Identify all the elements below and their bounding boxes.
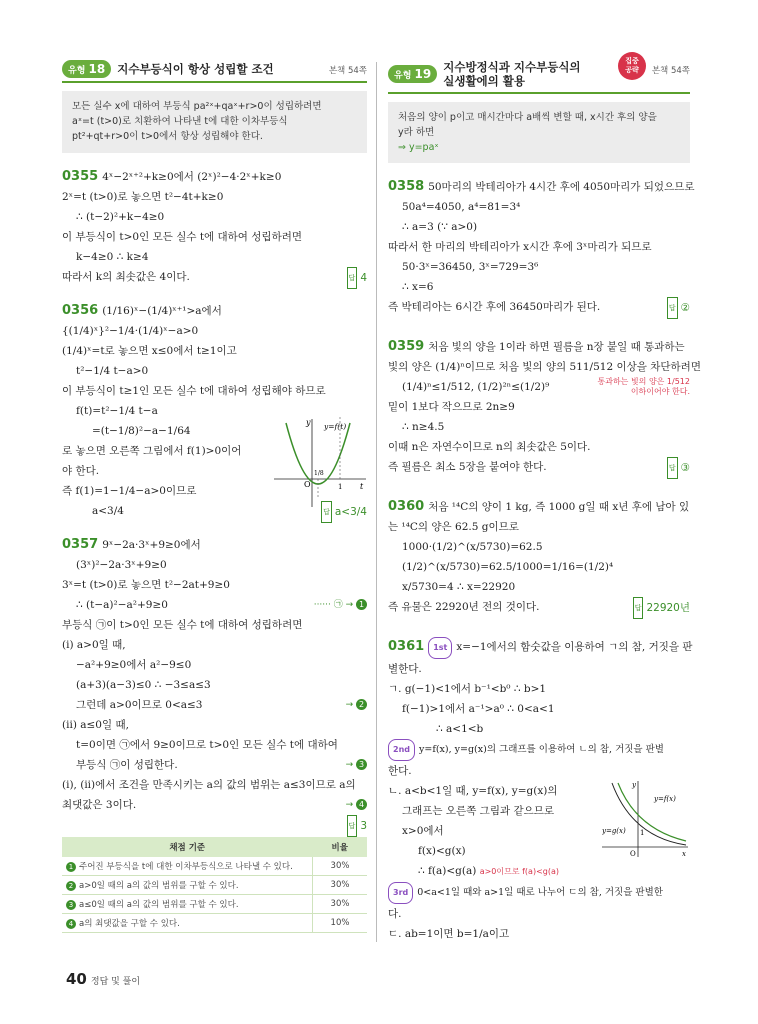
concept-box	[388, 102, 690, 164]
solution-line: 즉 유물은 22920년 전의 것이다.	[388, 601, 540, 614]
solution-line: 2ˣ=t (t>0)로 놓으면 t²−4t+k≥0	[62, 190, 224, 203]
answer-mark	[347, 815, 367, 837]
criteria-ratio: 10%	[313, 913, 368, 932]
axis-label-x: x	[682, 850, 686, 859]
step-marker: → 3	[346, 755, 367, 775]
step-number: 1	[356, 599, 367, 610]
solution-line: 그래프는 오른쪽 그림과 같으므로	[402, 805, 555, 818]
criteria-number: 3	[66, 900, 76, 910]
concept-line: y라 하면	[398, 126, 435, 138]
criteria-ratio: 30%	[313, 857, 368, 876]
solution-line: (i), (ii)에서 조건을 만족시키는 a의 값의 범위는 a≤3이므로 a의	[62, 778, 356, 791]
problem-0360	[388, 497, 690, 617]
side-note: 통과하는 빛의 양은 1/512 이하이어야 한다.	[597, 377, 690, 397]
section-header-19	[388, 57, 690, 94]
solution-line: t=0이면 ㉠에서 9≥0이므로 t>0인 모든 실수 t에 대하여	[76, 738, 338, 751]
section-title: 지수부등식이 항상 성립할 조건	[117, 61, 274, 76]
solution-line: 이 부등식이 t>0인 모든 실수 t에 대하여 성립하려면	[62, 230, 302, 243]
answer-icon: 답	[347, 267, 358, 289]
step-tag: 1st	[428, 637, 452, 659]
answer-value: 3	[360, 819, 367, 832]
answer-icon: 답	[667, 457, 678, 479]
solution-line: 처음 빛의 양을 1이라 하면 필름을 n장 붙일 때 통과하는	[428, 341, 685, 354]
answer-value: 22920년	[646, 602, 690, 615]
solution-line: x/5730=4 ∴ x=22920	[402, 581, 516, 594]
concept-line: aˣ=t (t>0)로 치환하여 나타낸 t에 대한 이차부등식	[72, 116, 288, 128]
problem-0358	[388, 177, 695, 317]
solution-line: {(1/4)ˣ}²−1/4·(1/4)ˣ−a>0	[62, 324, 199, 337]
origin-label: O	[630, 850, 636, 859]
criteria-number: 1	[66, 862, 76, 872]
section-title: 지수방정식과 지수부등식의 실생활에의 활용	[443, 60, 581, 89]
criteria-ratio: 30%	[313, 875, 368, 894]
solution-line: 따라서 한 마리의 박테리아가 x시간 후에 3ˣ마리가 되므로	[388, 241, 652, 254]
solution-line: 1000·(1/2)^(x/5730)=62.5	[402, 541, 543, 554]
solution-line: (1/4)ˣ=t로 놓으면 x≤0에서 t≥1이고	[62, 344, 237, 357]
section-ref: 본책 54쪽	[651, 66, 690, 76]
solution-line: x=−1에서의 함숫값을 이용하여 ㄱ의 참, 거짓을 판	[456, 641, 693, 654]
step-number: 3	[356, 759, 367, 770]
answer-icon: 답	[321, 501, 332, 523]
criteria-number: 2	[66, 881, 76, 891]
solution-line: (3ˣ)²−2a·3ˣ+9≥0	[76, 558, 167, 571]
right-column	[388, 57, 701, 944]
answer-mark	[633, 597, 690, 619]
table-row	[62, 913, 367, 932]
solution-line: 한다.	[388, 765, 412, 778]
answer-mark	[667, 297, 690, 319]
solution-line: ㄴ. a<b<1일 때, y=f(x), y=g(x)의	[388, 785, 558, 798]
origin-label: O	[304, 479, 311, 489]
solution-line: 즉 필름은 최소 5장을 붙여야 한다.	[388, 461, 547, 474]
solution-line: 다.	[388, 908, 402, 921]
problem-number: 0361	[388, 639, 425, 655]
focus-badge: 집중 공략	[618, 52, 646, 80]
criteria-text: a≤0일 때의 a의 값의 범위를 구할 수 있다.	[79, 899, 239, 910]
solution-line: (1/4)ⁿ≤1/512, (1/2)²ⁿ≤(1/2)⁹	[402, 381, 550, 394]
solution-line: 부등식 ㉠이 성립한다.	[76, 758, 178, 771]
solution-line: (a+3)(a−3)≤0 ∴ −3≤a≤3	[76, 678, 211, 691]
solution-line: 부등식 ㉠이 t>0인 모든 실수 t에 대하여 성립하려면	[62, 618, 303, 631]
concept-line: pt²+qt+r>0이 t>0에서 항상 성립해야 한다.	[72, 131, 263, 143]
table-row	[62, 894, 367, 913]
criteria-text: 주어진 부등식을 t에 대한 이차부등식으로 나타낼 수 있다.	[79, 861, 293, 872]
problem-number: 0356	[62, 302, 99, 318]
answer-icon: 답	[347, 815, 358, 837]
solution-line: 빛의 양은 (1/4)ⁿ이므로 처음 빛의 양의 511/512 이상을 차단하려면	[388, 361, 701, 374]
problem-0355	[62, 167, 367, 287]
tick-label: 1	[640, 829, 645, 838]
solution-line: x>0에서	[402, 825, 444, 838]
table-row	[62, 857, 367, 876]
solution-line: 는 ¹⁴C의 양은 62.5 g이므로	[388, 521, 519, 534]
section-ref: 본책 54쪽	[328, 66, 367, 76]
solution-line: 밑이 1보다 작으므로 2n≥9	[388, 401, 515, 414]
problem-number: 0359	[388, 339, 425, 355]
solution-line: ㄷ. ab=1이면 b=1/a이고	[388, 928, 510, 941]
solution-line: a<3/4	[92, 504, 124, 517]
table-row	[62, 875, 367, 894]
step-marker: ······ ㉠ → 1	[314, 595, 367, 615]
parabola-graph	[274, 417, 366, 509]
curve-label-f: y=f(x)	[654, 795, 676, 804]
column-divider	[376, 62, 377, 942]
solution-line: 따라서 k의 최솟값은 4이다.	[62, 270, 190, 283]
step-tag: 2nd	[388, 739, 415, 761]
curve-label-g: y=g(x)	[602, 827, 626, 836]
criteria-number: 4	[66, 919, 76, 929]
axis-label-t: t	[360, 481, 364, 491]
page-footer	[66, 970, 140, 988]
solution-line: 50마리의 박테리아가 4시간 후에 4050마리가 되었으므로	[428, 181, 695, 194]
footer-label: 정답 및 풀이	[90, 977, 141, 987]
solution-line: 최댓값은 3이다.	[62, 798, 137, 811]
left-column	[62, 60, 367, 933]
step-marker: → 4	[346, 795, 367, 815]
concept-line: 처음의 양이 p이고 매시간마다 a배씩 변할 때, x시간 후의 양을	[398, 111, 657, 123]
answer-value: 4	[360, 271, 367, 284]
answer-icon: 답	[667, 297, 678, 319]
tick-label: 1	[338, 482, 343, 491]
answer-mark	[347, 267, 367, 289]
grading-table	[62, 837, 367, 933]
step-tag: 3rd	[388, 882, 413, 904]
criteria-text: a의 최댓값을 구할 수 있다.	[79, 918, 180, 929]
answer-mark	[667, 457, 690, 479]
solution-line: f(−1)>1에서 a⁻¹>a⁰ ∴ 0<a<1	[402, 703, 555, 716]
problem-number: 0355	[62, 168, 99, 184]
criteria-text: a>0일 때의 a의 값의 범위를 구할 수 있다.	[79, 880, 239, 891]
exponential-graph	[602, 779, 688, 859]
solution-line: ㄱ. g(−1)<1에서 b⁻¹<b⁰ ∴ b>1	[388, 683, 547, 696]
solution-line: f(x)<g(x)	[418, 845, 466, 858]
solution-line: 즉 박테리아는 6시간 후에 36450마리가 된다.	[388, 301, 601, 314]
problem-0356	[62, 301, 367, 521]
solution-line: 이때 n은 자연수이므로 n의 최솟값은 5이다.	[388, 441, 591, 454]
concept-box	[62, 91, 367, 153]
problem-number: 0358	[388, 179, 425, 195]
solution-line: ∴ (t−2)²+k−4≥0	[76, 210, 165, 223]
side-note: a>0이므로 f(a)<g(a)	[479, 867, 559, 877]
solution-line: ∴ a<1<b	[436, 723, 484, 736]
solution-line: f(t)=t²−1/4 t−a	[76, 404, 158, 417]
solution-line: 50·3ˣ=36450, 3ˣ=729=3⁶	[402, 261, 539, 274]
solution-line: 0<a<1일 때와 a>1일 때로 나누어 ㄷ의 참, 거짓을 판별한	[417, 887, 663, 899]
axis-label-y: y	[306, 417, 311, 427]
solution-line: 로 놓으면 오른쪽 그림에서 f(1)>0이어	[62, 444, 242, 457]
answer-icon: 답	[633, 597, 644, 619]
solution-line: 처음 ¹⁴C의 양이 1 kg, 즉 1000 g일 때 x년 후에 남아 있	[428, 501, 690, 514]
problem-number: 0357	[62, 536, 99, 552]
solution-line: 3ˣ=t (t>0)로 놓으면 t²−2at+9≥0	[62, 578, 230, 591]
solution-line: ∴ f(a)<g(a)	[418, 865, 477, 878]
problem-0361	[388, 637, 693, 944]
type-badge: 유형 19	[388, 65, 437, 83]
table-header: 비율	[313, 837, 368, 857]
criteria-ratio: 30%	[313, 894, 368, 913]
step-number: 2	[356, 699, 367, 710]
solution-line: (ii) a≤0일 때,	[62, 718, 129, 731]
solution-line: (1/16)ˣ−(1/4)ˣ⁺¹>a에서	[102, 304, 222, 317]
curve-label: y=f(t)	[324, 421, 347, 431]
solution-line: 이 부등식이 t≥1인 모든 실수 t에 대하여 성립해야 하므로	[62, 384, 326, 397]
solution-line: 4ˣ−2ˣ⁺²+k≥0에서 (2ˣ)²−4·2ˣ+k≥0	[102, 170, 282, 183]
solution-line: =(t−1/8)²−a−1/64	[92, 424, 191, 437]
equation-marker: ······ ㉠	[313, 599, 343, 610]
problem-number: 0360	[388, 499, 425, 515]
solution-line: 별한다.	[388, 663, 422, 676]
solution-line: 야 한다.	[62, 464, 100, 477]
solution-line: ∴ x=6	[402, 281, 434, 294]
page-number: 40	[66, 970, 87, 988]
problem-0357	[62, 535, 367, 933]
concept-line: 모든 실수 x에 대하여 부등식 pa²ˣ+qaˣ+r>0이 성립하려면	[72, 101, 322, 112]
tick-label: 1/8	[314, 469, 324, 477]
solution-line: k−4≥0 ∴ k≥4	[76, 250, 149, 263]
solution-line: (1/2)^(x/5730)=62.5/1000=1/16=(1/2)⁴	[402, 561, 614, 574]
problem-0359	[388, 337, 701, 477]
solution-line: 그런데 a>0이므로 0<a≤3	[76, 698, 203, 711]
solution-line: y=f(x), y=g(x)의 그래프를 이용하여 ㄴ의 참, 거짓을 판별	[419, 744, 664, 756]
section-header-18	[62, 60, 367, 83]
solution-line: 즉 f(1)=1−1/4−a>0이므로	[62, 484, 197, 497]
solution-line: −a²+9≥0에서 a²−9≤0	[76, 658, 192, 671]
solution-line: ∴ (t−a)²−a²+9≥0	[76, 598, 168, 611]
step-number: 4	[356, 799, 367, 810]
solution-line: ∴ n≥4.5	[402, 421, 445, 434]
solution-line: 9ˣ−2a·3ˣ+9≥0에서	[102, 538, 201, 551]
table-header: 채점 기준	[62, 837, 313, 857]
solution-line: 50a⁴=4050, a⁴=81=3⁴	[402, 201, 521, 214]
answer-value: a<3/4	[334, 505, 367, 518]
solution-line: t²−1/4 t−a>0	[76, 364, 149, 377]
solution-line: ∴ a=3 (∵ a>0)	[402, 221, 478, 234]
answer-value: ②	[680, 302, 690, 315]
solution-line: (i) a>0일 때,	[62, 638, 126, 651]
concept-line: ⇒ y=paˣ	[398, 142, 439, 154]
type-badge: 유형 18	[62, 60, 111, 78]
step-marker: → 2	[346, 695, 367, 715]
axis-label-y: y	[632, 781, 636, 790]
answer-value: ③	[680, 462, 690, 475]
